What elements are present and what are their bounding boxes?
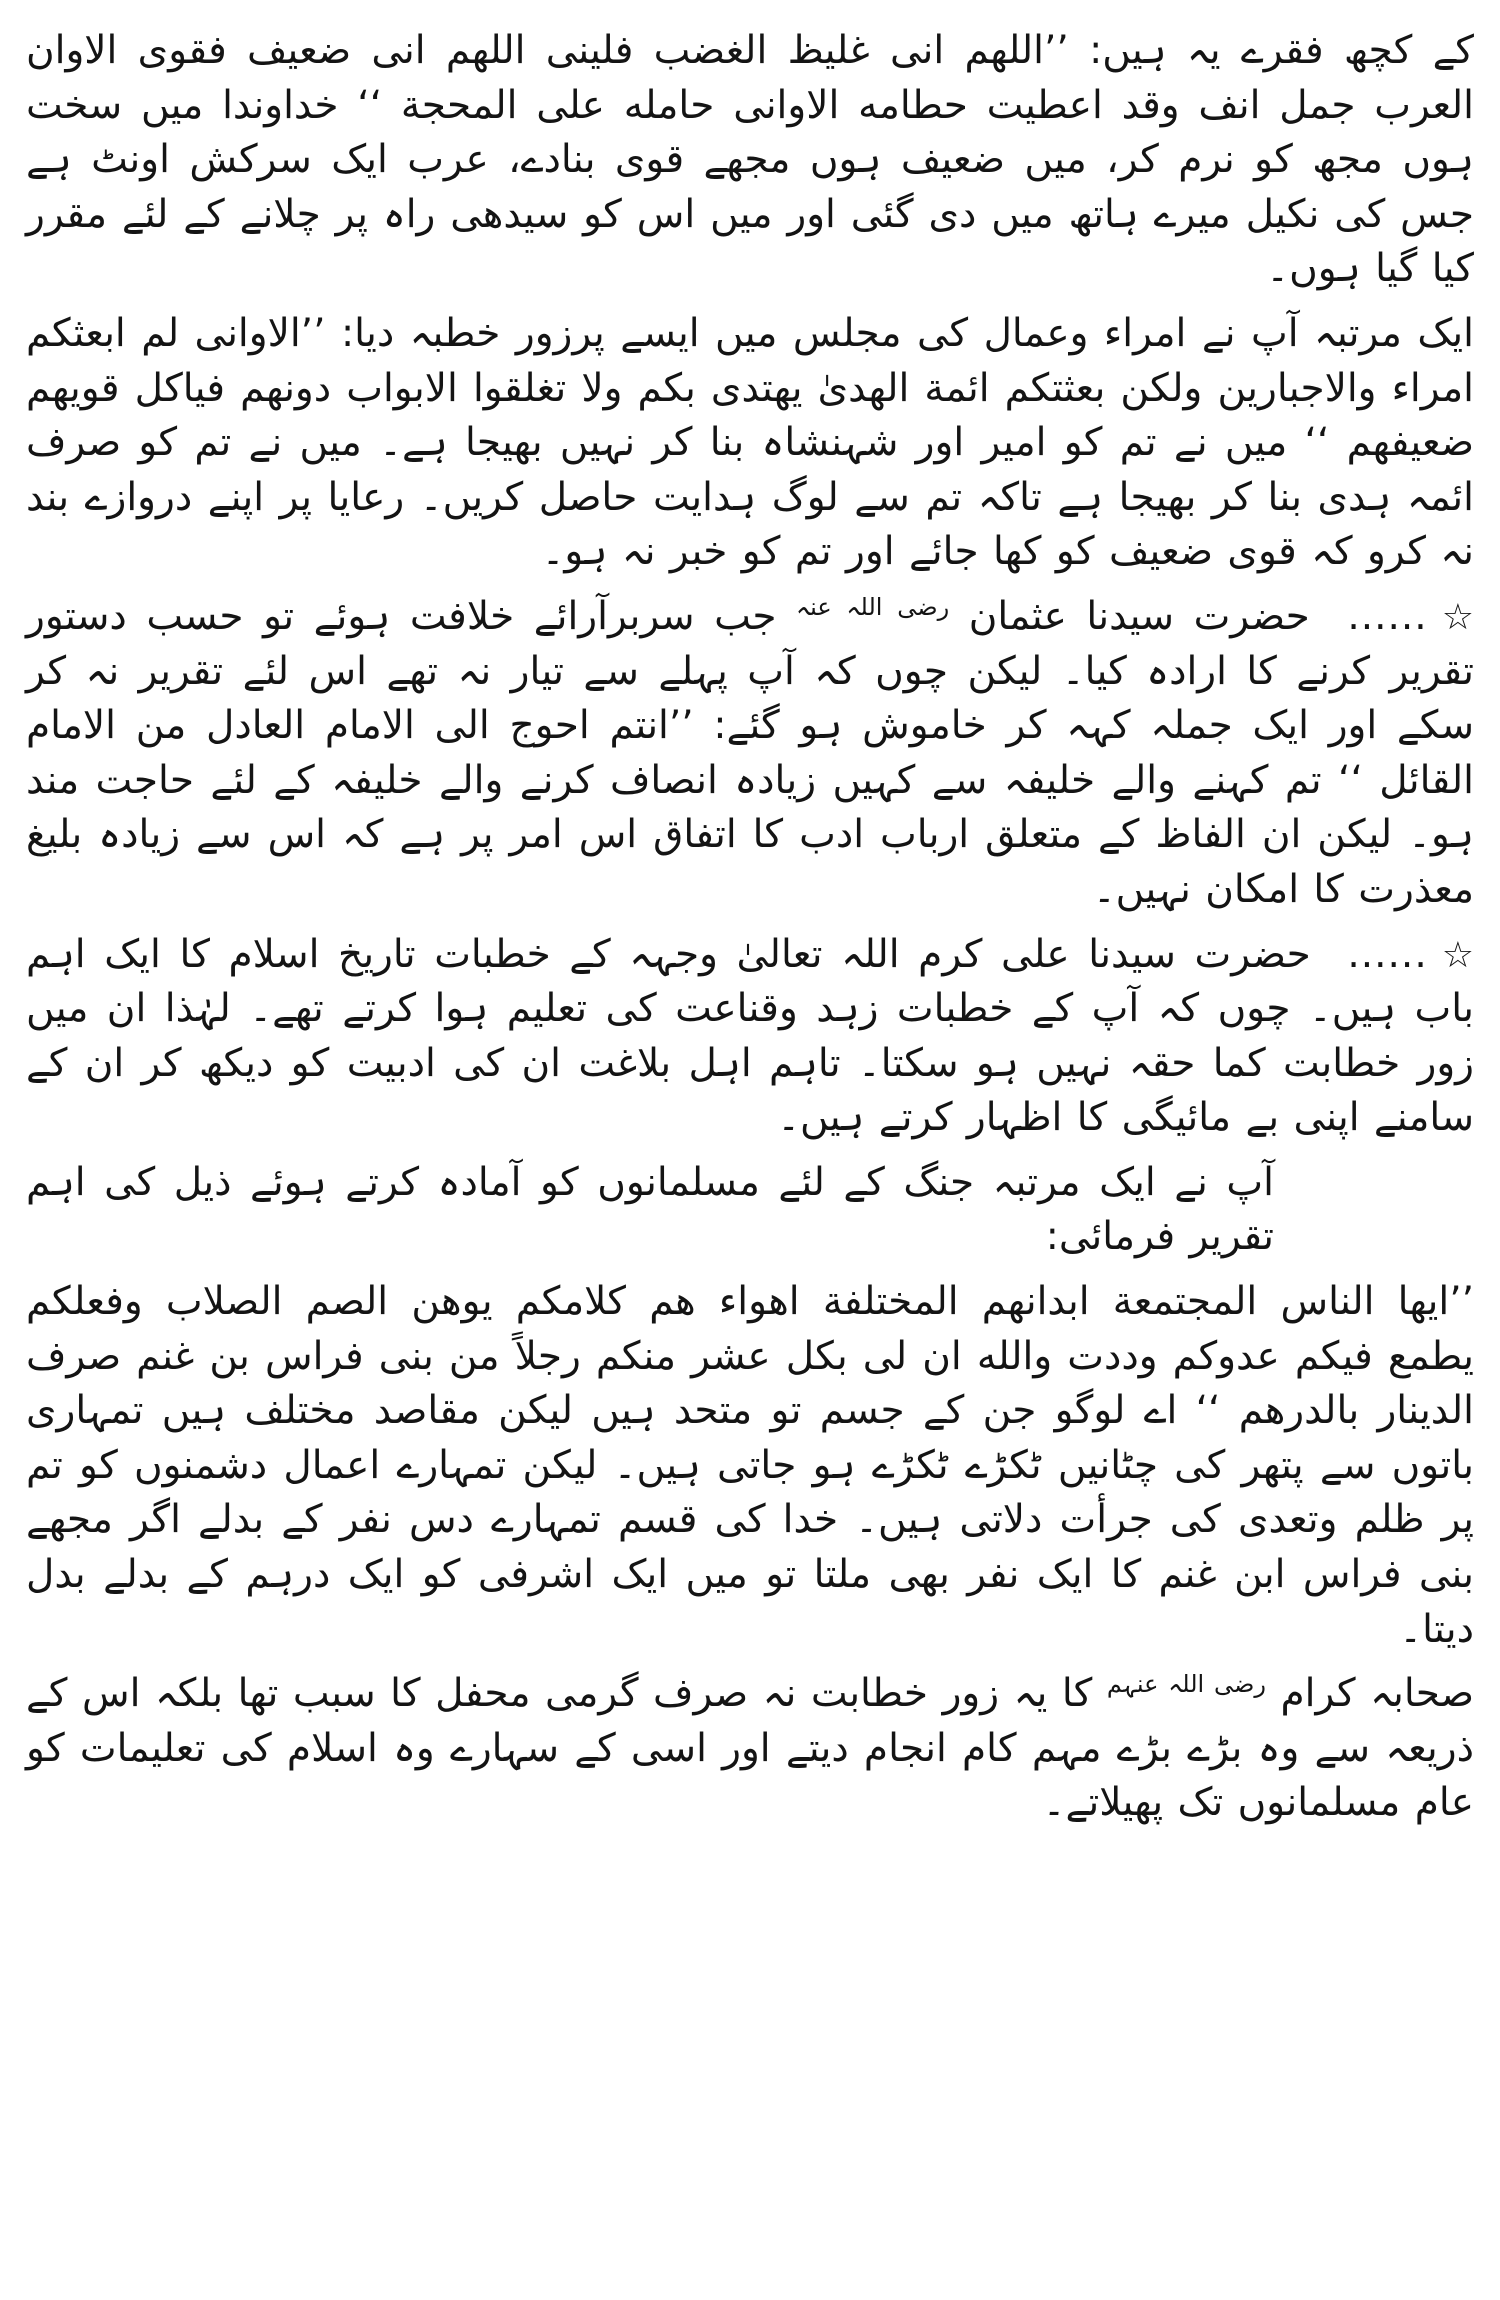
- paragraph-sermon-governors: [26, 307, 1474, 580]
- paragraph-war-speech-intro: [26, 1156, 1474, 1265]
- paragraph-ali-sermons: [26, 928, 1474, 1146]
- star-icon: ☆: [1441, 934, 1474, 976]
- honorific-mark: رضی اللہ عنہ: [796, 592, 950, 621]
- paragraph-dua-umar: [26, 24, 1474, 297]
- paragraph-war-speech: [26, 1275, 1474, 1657]
- paragraph-uthman-speech: [26, 590, 1474, 918]
- paragraph-sahaba-oratory: [26, 1667, 1474, 1831]
- paragraph-text: حضرت سیدنا عثمان: [968, 593, 1310, 639]
- honorific-mark: رضی اللہ عنہم: [1106, 1670, 1266, 1699]
- leader-dots: ......: [1347, 593, 1428, 639]
- paragraph-text: صحابہ کرام: [1280, 1671, 1475, 1717]
- paragraph-text-continued: جب سربرآرائے خلافت ہوئے تو حسب دستور تقریر کرنے کا ارادہ کیا۔ لیکن چوں کہ آپ پہلے سے تیار نہ تھے اس لئے تقریر نہ کر سکے اور ایک جملہ کہہ کر خاموش ہو گئے: ’’انتم احوج الی الامام العادل من الامام القائل ‘‘ تم کہنے والے خلیفہ سے کہیں زیادہ انصاف کرنے والے خلیفہ کے لئے حاجت مند ہو۔ لیکن ان الفاظ کے متعلق ارباب ادب کا اتفاق اس امر پر ہے کہ اس سے زیادہ بلیغ معذرت کا امکان نہیں۔: [26, 593, 1474, 912]
- document-page: [26, 24, 1474, 2274]
- paragraph-text: ایک مرتبہ آپ نے امراء وعمال کی مجلس میں ایسے پرزور خطبہ دیا: ’’الاوانی لم ابعثکم امراء والاجبارین ولکن بعثتکم ائمة الهدیٰ یهتدی بکم ولا تغلقوا الابواب دونهم فیاکل قویهم ضعیفهم ‘‘ میں نے تم کو امیر اور شہنشاہ بنا کر نہیں بھیجا ہے۔ میں نے تم کو صرف ائمہ ہدی بنا کر بھیجا ہے تاکہ تم سے لوگ ہدایت حاصل کریں۔ رعایا پر اپنے دروازے بند نہ کرو کہ قوی ضعیف کو کھا جائے اور تم کو خبر نہ ہو۔: [26, 310, 1474, 575]
- paragraph-text: حضرت سیدنا علی کرم اللہ تعالیٰ وجہہ کے خطبات تاریخ اسلام کا ایک اہم باب ہیں۔ چوں کہ آپ کے خطبات زہد وقناعت کی تعلیم ہوا کرتے تھے۔ لہٰذا ان میں زور خطابت کما حقہ نہیں ہو سکتا۔ تاہم اہل بلاغت ان کی ادبیت کو دیکھ کر ان کے سامنے اپنی بے مائیگی کا اظہار کرتے ہیں۔: [26, 931, 1474, 1141]
- star-icon: ☆: [1441, 596, 1474, 638]
- leader-dots: ......: [1347, 931, 1428, 977]
- paragraph-text-continued: کا یہ زور خطابت نہ صرف گرمی محفل کا سبب تھا بلکہ اس کے ذریعہ سے وہ بڑے بڑے مہم کام انجام دیتے اور اسی کے سہارے وہ اسلام کی تعلیمات کو عام مسلمانوں تک پھیلاتے۔: [26, 1671, 1474, 1826]
- paragraph-text: ’’ایھا الناس المجتمعة ابدانهم المختلفة اهواء هم کلامکم یوهن الصم الصلاب وفعلکم یطمع فیکم عدوکم وددت والله ان لی بکل عشر منکم رجلاً من بنی فراس بن غنم صرف الدینار بالدرهم ‘‘ اے لوگو جن کے جسم تو متحد ہیں لیکن مقاصد مختلف ہیں تمہاری باتوں سے پتھر کی چٹانیں ٹکڑے ٹکڑے ہو جاتی ہیں۔ لیکن تمہارے اعمال دشمنوں کو تم پر ظلم وتعدی کی جرأت دلاتی ہیں۔ خدا کی قسم تمہارے دس نفر کے بدلے اگر مجھے بنی فراس ابن غنم کا ایک نفر بھی ملتا تو میں ایک اشرفی کو ایک درہم کے بدلے بدل دیتا۔: [26, 1279, 1474, 1652]
- paragraph-text: کے کچھ فقرے یہ ہیں: ’’اللھم انی غلیظ الغضب فلینی اللھم انی ضعیف فقوی الاوان العرب جمل انف وقد اعطیت حطامه الاوانی حامله علی المحجة ‘‘ خداوندا میں سخت ہوں مجھ کو نرم کر، میں ضعیف ہوں مجھے قوی بنادے، عرب ایک سرکش اونٹ ہے جس کی نکیل میرے ہاتھ میں دی گئی اور میں اس کو سیدھی راہ پر چلانے کے لئے مقرر کیا گیا ہوں۔: [26, 28, 1474, 292]
- paragraph-text: آپ نے ایک مرتبہ جنگ کے لئے مسلمانوں کو آمادہ کرتے ہوئے ذیل کی اہم تقریر فرمائی:: [26, 1159, 1274, 1260]
